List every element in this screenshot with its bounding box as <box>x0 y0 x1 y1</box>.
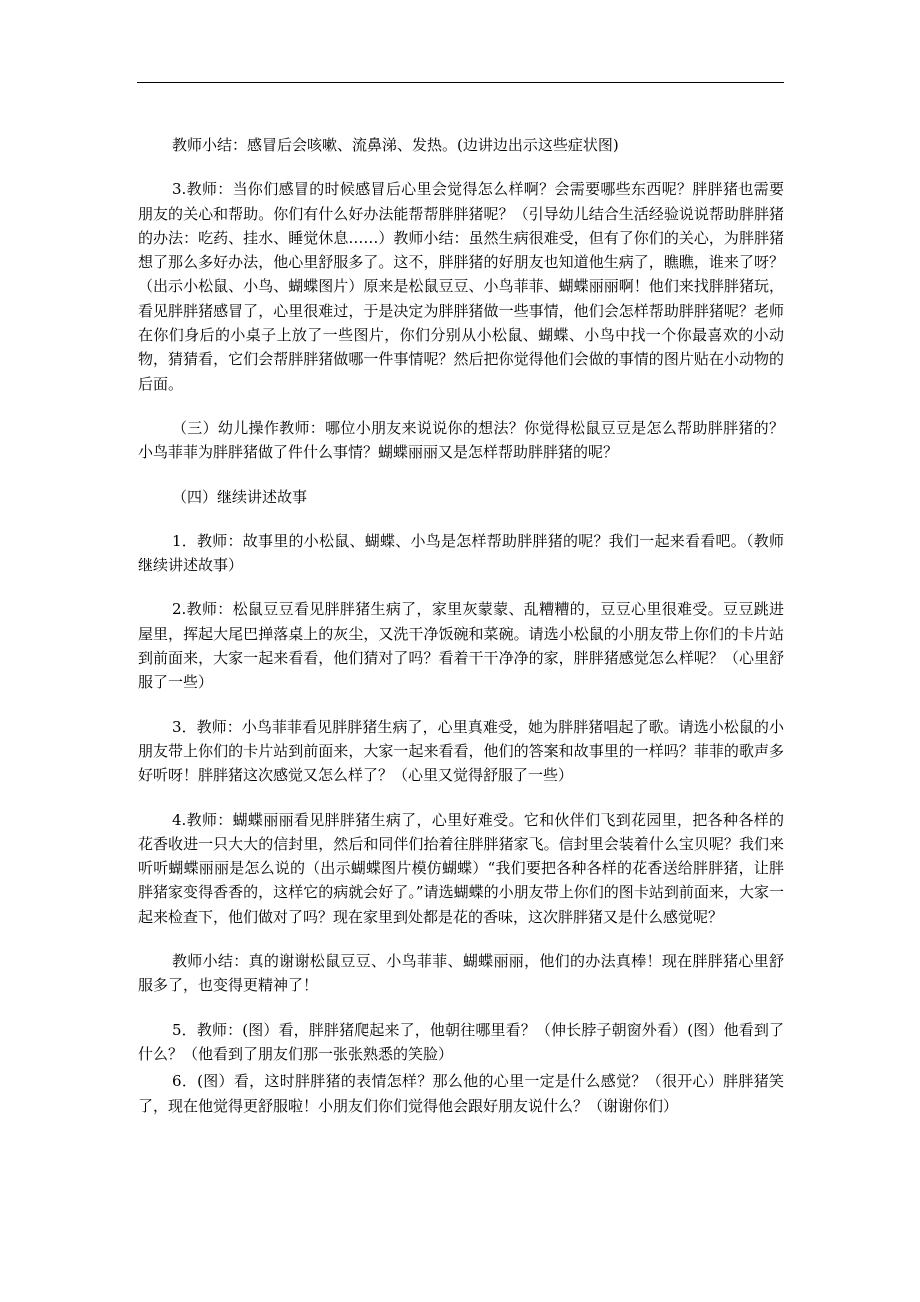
story-step-1-paragraph: 1．教师：故事里的小松鼠、蝴蝶、小鸟是怎样帮助胖胖猪的呢？我们一起来看看吧。（教师继续讲述故事） <box>138 531 784 575</box>
document-body <box>138 133 784 1118</box>
teacher-summary-paragraph: 教师小结：真的谢谢松鼠豆豆、小鸟菲菲、蝴蝶丽丽，他们的办法真棒！现在胖胖猪心里舒服多了，也变得更精神了！ <box>138 952 784 995</box>
story-step-3-paragraph: 3．教师：小鸟菲菲看见胖胖猪生病了，心里真难受，她为胖胖猪唱起了歌。请选小松鼠的小朋友带上你们的卡片站到前面来，大家一起来看看，他们的答案和故事里的一样吗？菲菲的歌声多好听呀！胖胖猪这次感觉又怎么样了？（心里又觉得舒服了一些） <box>138 717 784 785</box>
header-rule <box>137 82 784 83</box>
section-4-heading: （四）继续讲述故事 <box>172 487 308 506</box>
story-step-2-paragraph: 2.教师：松鼠豆豆看见胖胖猪生病了，家里灰蒙蒙、乱糟糟的，豆豆心里很难受。豆豆跳进屋里，挥起大尾巴掸落桌上的灰尘，又洗干净饭碗和菜碗。请选小松鼠的小朋友带上你们的卡片站到前面来，大家一起来看看，他们猜对了吗？看着干干净净的家，胖胖猪感觉怎么样呢？（心里舒服了一些） <box>138 600 784 692</box>
story-step-5-paragraph: 5．教师：(图）看，胖胖猪爬起来了，他朝往哪里看？（伸长脖子朝窗外看）(图）他看到了什么？（他看到了朋友们那一张张熟悉的笑脸） <box>138 1020 784 1063</box>
story-step-6-paragraph: 6．(图）看，这时胖胖猪的表情怎样？那么他的心里一定是什么感觉？（很开心）胖胖猪笑了，现在他觉得更舒服啦！小朋友们你们觉得他会跟好朋友说什么？（谢谢你们） <box>138 1072 784 1115</box>
section-3-operation-paragraph: （三）幼儿操作教师：哪位小朋友来说说你的想法？你觉得松鼠豆豆是怎么帮助胖胖猪的？小鸟菲菲为胖胖猪做了件什么事情？蝴蝶丽丽又是怎样帮助胖胖猪的呢？ <box>138 418 784 462</box>
step-3-teacher-paragraph: 3.教师：当你们感冒的时候感冒后心里会觉得怎么样啊？会需要哪些东西呢？胖胖猪也需要朋友的关心和帮助。你们有什么好办法能帮帮胖胖猪呢？（引导幼儿结合生活经验说说帮助胖胖猪的办法：吃药、挂水、睡觉休息……）教师小结：虽然生病很难受，但有了你们的关心，为胖胖猪想了那么多好办法，他心里舒服多了。这不，胖胖猪的好朋友也知道他生病了，瞧瞧，谁来了呀？（出示小松鼠、小鸟、蝴蝶图片）原来是松鼠豆豆、小鸟菲菲、蝴蝶丽丽啊！他们来找胖胖猪玩，看见胖胖猪感冒了，心里很难过，于是决定为胖胖猪做一些事情，他们会怎样帮助胖胖猪呢？老师在你们身后的小桌子上放了一些图片，你们分别从小松鼠、蝴蝶、小鸟中找一个你最喜欢的小动物，猜猜看，它们会帮胖胖猪做哪一件事情呢？然后把你觉得他们会做的事情的图片贴在小动物的后面。 <box>138 180 784 393</box>
summary-symptoms-paragraph: 教师小结：感冒后会咳嗽、流鼻涕、发热。(边讲边出示这些症状图) <box>172 136 619 154</box>
story-step-4-paragraph: 4.教师：蝴蝶丽丽看见胖胖猪生病了，心里好难受。它和伙伴们飞到花园里，把各种各样的花香收进一只大大的信封里，然后和同伴们抬着往胖胖猪家飞。信封里会装着什么宝贝呢？我们来听听蝴蝶丽丽是怎么说的（出示蝴蝶图片模仿蝴蝶）“我们要把各种各样的花香送给胖胖猪，让胖胖猪家变得香香的，这样它的病就会好了。”请选蝴蝶的小朋友带上你们的图卡站到前面来，大家一起来检查下，他们做对了吗？现在家里到处都是花的香味，这次胖胖猪又是什么感觉呢？ <box>138 810 784 926</box>
